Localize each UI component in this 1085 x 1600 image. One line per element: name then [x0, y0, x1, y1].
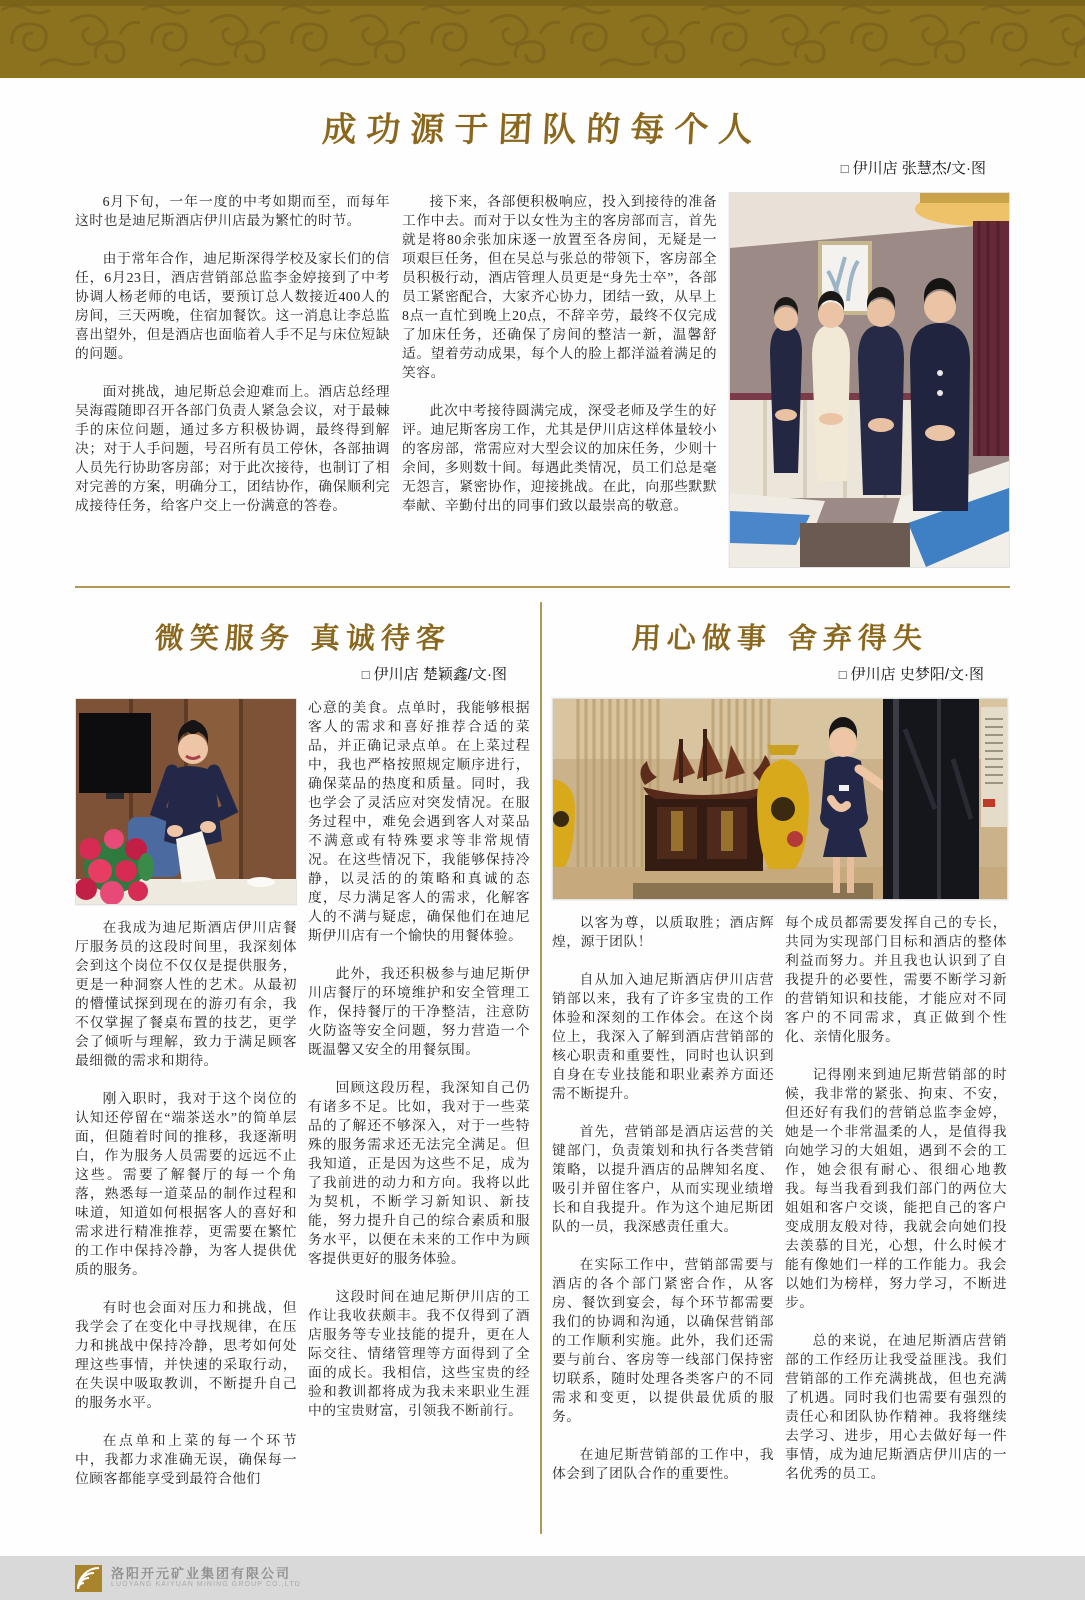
- paragraph: 回顾这段历程，我深知自己仍有诸多不足。比如，我对于一些菜品的了解还不够深入，对于一些特殊的服务需求还无法完全满足。但我知道，正是因为这些不足，成为了我前进的动力和方向。我将以此为契机，不断学习新知识、新技能，努力提升自己的综合素质和服务水平，以便在未来的工作中为顾客提供更好的服务体验。: [308, 1080, 530, 1266]
- paragraph: 首先，营销部是酒店运营的关键部门，负责策划和执行各类营销策略，以提升酒店的品牌知名度、吸引并留住客户，从而实现业绩增长和自我提升。作为这个迪尼斯团队的一员，我深感责任重大。: [552, 1124, 774, 1234]
- article2-byline: [75, 663, 507, 684]
- paragraph: 有时也会面对压力和挑战，但我学会了在变化中寻找规律，在压力和挑战中保持冷静，思考如何处理这些事情，并快速的采取行动，在失误中吸取教训，不断提升自己的服务水平。: [75, 1300, 297, 1410]
- article3-title: 用心做事 舍弃得失: [630, 621, 929, 655]
- footer-company-name-en: LUOYANG KAIYUAN MINING GROUP CO.,LTD: [111, 1581, 301, 1589]
- byline-square-icon: □: [840, 161, 849, 176]
- paragraph: 在我成为迪尼斯酒店伊川店餐厅服务员的这段时间里，我深刻体会到这个岗位不仅仅是提供服务，更是一种洞察人性的艺术。从最初的懵懂试探到现在的游刃有余，我不仅掌握了餐桌布置的技艺，更学会了倾听与理解，致力于满足顾客最细微的需求和期待。: [75, 920, 297, 1068]
- article3-column-2: [785, 913, 1007, 1502]
- flower-bouquet: [76, 829, 154, 904]
- article3-column-1: [552, 913, 774, 1502]
- paragraph: 这段时间在迪尼斯伊川店的工作让我收获颇丰。我不仅得到了酒店服务等专业技能的提升，更在人际交往、情绪管理等方面得到了全面的成长。我相信，这些宝贵的经验和教训都将成为我未来职业生涯中的宝贵财富，引领我不断前行。: [308, 1289, 530, 1418]
- footer-company-bar: [0, 1556, 1085, 1600]
- article2-column-2: [308, 698, 530, 1507]
- paragraph: 自从加入迪尼斯酒店伊川店营销部以来，我有了许多宝贵的工作体验和深刻的工作体会。在这个岗位上，我深入了解到酒店营销部的核心职责和重要性，同时也认识到自身在专业技能和职业素养方面还需不断提升。: [552, 972, 774, 1101]
- paragraph: 以客为尊，以质取胜；酒店辉煌，源于团队！: [552, 915, 774, 949]
- footer-company-name-cn: 洛阳开元矿业集团有限公司: [111, 1565, 292, 1581]
- article2-column-1: [75, 918, 297, 1488]
- photo-housekeeping-team: [729, 192, 1010, 568]
- photo-lobby-marketing-staff: [552, 698, 1008, 900]
- article1-byline: [75, 157, 986, 178]
- paragraph: 由于常年合作，迪尼斯深得学校及家长们的信任，6月23日，酒店营销部总监李金婷接到了中考协调人杨老师的电话，要预订总人数接近400人的房间，三天两晚，住宿加餐饮。这一消息让李总监喜出望外，但是酒店也面临着人手不足与床位短缺的问题。: [75, 251, 390, 361]
- vertical-divider: [540, 602, 542, 1534]
- article1-column-2: [402, 192, 717, 568]
- paragraph: 总的来说，在迪尼斯酒店营销部的工作经历让我受益匪浅。我们营销部的工作充满挑战，但也充满了机遇。同时我们也需要有强烈的责任心和团队协作精神。我将继续去学习、进步，用心去做好每一件事情，成为迪尼斯酒店伊川店的一名优秀的员工。: [785, 1333, 1007, 1481]
- paragraph: 每个成员都需要发挥自己的专长，共同为实现部门目标和酒店的整体利益而努力。并且我也认识到了自我提升的必要性，需要不断学习新的营销知识和技能，才能应对不同客户的不同需求，真正做到个性化、亲情化服务。: [785, 915, 1007, 1044]
- paragraph: 面对挑战，迪尼斯总会迎难而上。酒店总经理吴海霞随即召开各部门负责人紧急会议，对于最棘手的床位问题，通过多方积极协调，最终得到解决；对于人手问题，号召所有员工停休，各部抽调人员先行协助客房部；对于此次接待，也制订了相对完善的方案，明确分工，团结协作，确保顺利完成接待任务，给客户交上一份满意的答卷。: [75, 384, 390, 513]
- byline-square-icon: □: [361, 667, 370, 682]
- article-smile-service: [75, 588, 531, 1554]
- article-team-success: [75, 102, 1010, 588]
- company-logo-icon: [75, 1565, 102, 1592]
- paragraph: 此外，我还积极参与迪尼斯伊川店餐厅的环境维护和安全管理工作，保持餐厅的干净整洁，注意防火防盗等安全问题，努力营造一个既温馨又安全的用餐氛围。: [308, 966, 530, 1057]
- article1-title: 成功源于团队的每个人: [321, 110, 764, 150]
- paragraph: 在点单和上菜的每一个环节中，我都力求准确无误，确保每一位顾客都能享受到最符合他们: [75, 1433, 297, 1486]
- article2-title: 微笑服务 真诚待客: [153, 621, 452, 655]
- paragraph: 在实际工作中，营销部需要与酒店的各个部门紧密合作，从客房、餐饮到宴会，每个环节都需要我们的协调和沟通，以确保营销部的工作顺利实施。此外，我们还需要与前台、客房等一线部门保持密切联系，随时处理各类客户的不同需求和变更，以提供最优质的服务。: [552, 1257, 774, 1424]
- photo-restaurant-waitress: [75, 698, 297, 905]
- paragraph: 在迪尼斯营销部的工作中，我体会到了团队合作的重要性。: [552, 1447, 774, 1481]
- article3-byline-text: 伊川店 史梦阳/文·图: [850, 666, 984, 683]
- paragraph: 心意的美食。点单时，我能够根据客人的需求和喜好推荐合适的菜品，并正确记录点单。在上菜过程中，我也严格按照规定顺序进行，确保菜品的热度和质量。同时，我也学会了灵活应对突发情况。在服务过程中，难免会遇到客人对菜品不满意或有特殊要求等非常规情况。在这些情况下，我能够保持冷静，以灵活的的策略和真诚的态度，尽力满足客人的需求，化解客人的不满与疑虑，确保他们在迪尼斯伊川店有一个愉快的用餐体验。: [308, 700, 530, 943]
- paragraph: 记得刚来到迪尼斯营销部的时候，我非常的紧张、拘束、不安，但还好有我们的营销总监李金婷，她是一个非常温柔的人，是值得我向她学习的大姐姐，遇到不会的工作，她会很有耐心、很细心地教我。每当我看到我们部门的两位大姐姐和客户交谈，能把自己的客户变成朋友般对待，我就会向她们投去羡慕的目光，心想，什么时候才能有像她们一样的工作能力。我会以她们为榜样，努力学习，不断进步。: [785, 1067, 1007, 1310]
- article-dedication: [552, 588, 1008, 1554]
- paragraph: 6月下旬，一年一度的中考如期而至，而每年这时也是迪尼斯酒店伊川店最为繁忙的时节。: [75, 194, 390, 228]
- byline-square-icon: □: [838, 667, 847, 682]
- article1-byline-text: 伊川店 张慧杰/文·图: [852, 160, 986, 177]
- paragraph: 此次中考接待圆满完成，深受老师及学生的好评。迪尼斯客房工作，尤其是伊川店这样体量较小的客房部，常需应对大型会议的加床任务，少则十余间，多则数十间。每遇此类情况，员工们总是毫无怨言，紧密协作，迎接挑战。在此，向那些默默奉献、辛勤付出的同事们致以最崇高的敬意。: [402, 403, 717, 513]
- paragraph: 刚入职时，我对于这个岗位的认知还停留在“端茶送水”的简单层面，但随着时间的推移，我逐渐明白，作为服务人员需要的远远不止这些。需要了解餐厅的每一个角落，熟悉每一道菜品的制作过程和味道，知道如何根据客人的喜好和需求进行精准推荐，更需要在繁忙的工作中保持冷静，为客人提供优质的服务。: [75, 1091, 297, 1277]
- article3-byline: [552, 663, 984, 684]
- paragraph: 接下来，各部便积极响应，投入到接待的准备工作中去。而对于以女性为主的客房部而言，首先就是将80余张加床逐一放置至各房间，无疑是一项艰巨任务，但在吴总与张总的带领下，客房部全员积极行动，酒店管理人员更是“身先士卒”，各部员工紧密配合，大家齐心协力，团结一致，从早上8点一直忙到晚上20点，不辞辛劳，最终不仅完成了加床任务，还确保了房间的整洁一新，温馨舒适。望着劳动成果，每个人的脸上都洋溢着满足的笑容。: [402, 194, 717, 380]
- cloud-pattern-band: [0, 0, 1085, 78]
- article2-byline-text: 伊川店 楚颖鑫/文·图: [373, 666, 507, 683]
- article1-column-1: [75, 192, 390, 568]
